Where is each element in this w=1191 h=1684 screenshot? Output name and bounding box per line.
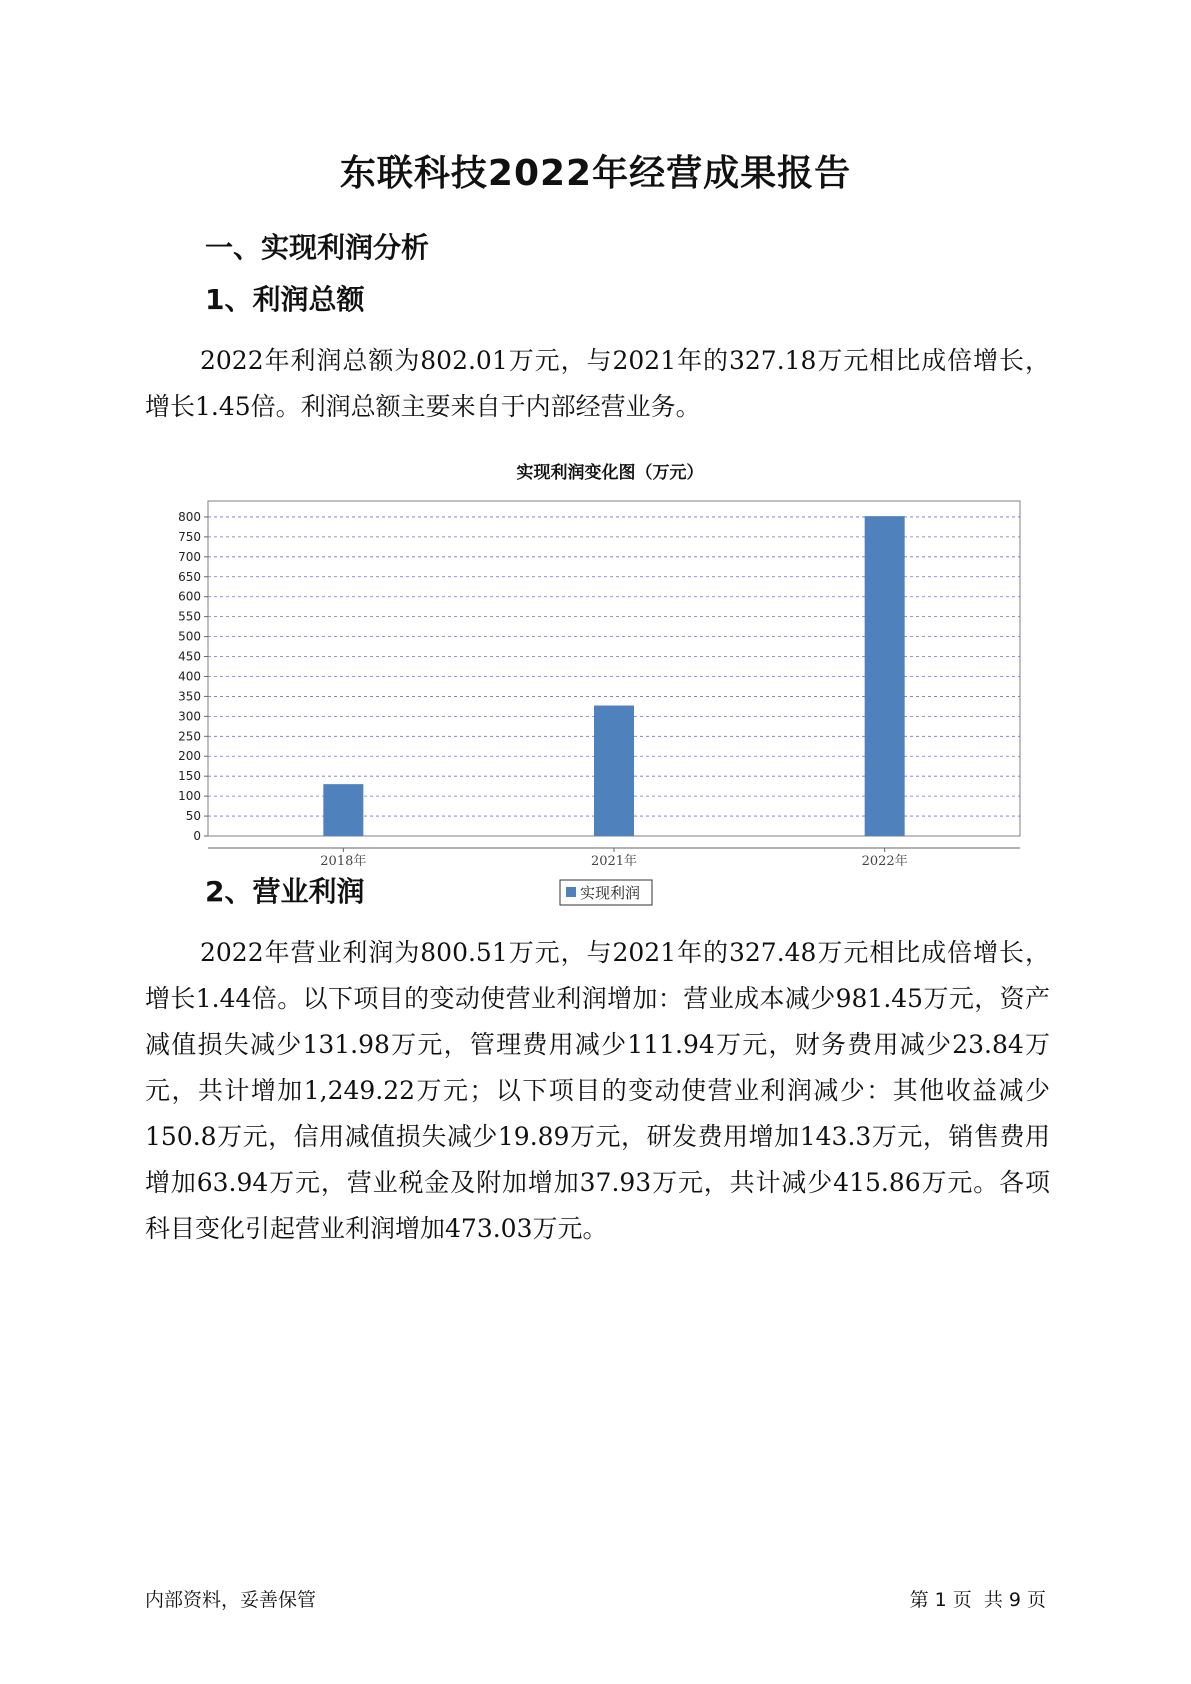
chart-title: 实现利润变化图（万元）	[516, 463, 704, 483]
section-heading-profit-analysis: 一、实现利润分析	[205, 231, 430, 264]
y-tick-label: 150	[178, 769, 201, 784]
bar-1	[594, 706, 634, 836]
y-tick-label: 200	[178, 749, 201, 764]
subsection-heading-total-profit: 1、利润总额	[205, 283, 365, 316]
y-tick-label: 350	[178, 689, 201, 704]
x-tick-label: 2022年	[861, 854, 908, 869]
y-tick-label: 300	[178, 709, 201, 724]
y-tick-label: 600	[178, 589, 201, 604]
y-tick-label: 650	[178, 569, 201, 584]
footer-page-number: 第 1 页 共 9 页	[909, 1589, 1046, 1611]
y-tick-label: 400	[178, 669, 201, 684]
x-tick-label: 2018年	[320, 854, 367, 869]
y-tick-label: 450	[178, 649, 201, 664]
legend	[560, 880, 652, 905]
y-tick-label: 50	[185, 809, 201, 824]
y-tick-label: 750	[178, 529, 201, 544]
bar-2	[865, 516, 905, 836]
legend-label: 实现利润	[580, 884, 641, 902]
profit-bar-chart	[150, 450, 1030, 910]
y-axis-ticks	[178, 510, 208, 843]
legend-swatch	[566, 887, 576, 897]
x-tick-label: 2021年	[590, 854, 638, 869]
bar-0	[323, 784, 363, 836]
subsection-heading-operating-profit: 2、营业利润	[205, 875, 365, 908]
y-tick-label: 250	[178, 729, 201, 744]
y-tick-label: 800	[178, 509, 201, 524]
y-tick-label: 0	[193, 829, 201, 843]
document-title: 东联科技2022年经营成果报告	[339, 153, 852, 194]
y-tick-label: 700	[178, 549, 201, 564]
y-tick-label: 500	[178, 629, 201, 644]
paragraph-operating-profit: 2022年营业利润为800.51万元，与2021年的327.48万元相比成倍增长，增长1.44倍。以下项目的变动使营业利润增加：营业成本减少981.45万元，资产减值损失减少131.98万元，管理费用减少111.94万元，财务费用减少23.84万元，共计增加1,249.22万元；以下项目的变动使营业利润减少：其他收益减少150.8万元，信用减值损失减少19.89万元，研发费用增加143.3万元，销售费用增加63.94万元，营业税金及附加增加37.93万元，共计减少415.86万元。各项科目变化引起营业利润增加473.03万元。	[145, 938, 1050, 1243]
y-tick-label: 550	[178, 609, 201, 624]
paragraph-total-profit: 2022年利润总额为802.01万元，与2021年的327.18万元相比成倍增长，增长1.45倍。利润总额主要来自于内部经营业务。	[145, 346, 1050, 421]
footer-confidential-note: 内部资料，妥善保管	[145, 1589, 317, 1611]
x-axis-ticks	[320, 848, 907, 869]
y-tick-label: 100	[178, 789, 201, 804]
